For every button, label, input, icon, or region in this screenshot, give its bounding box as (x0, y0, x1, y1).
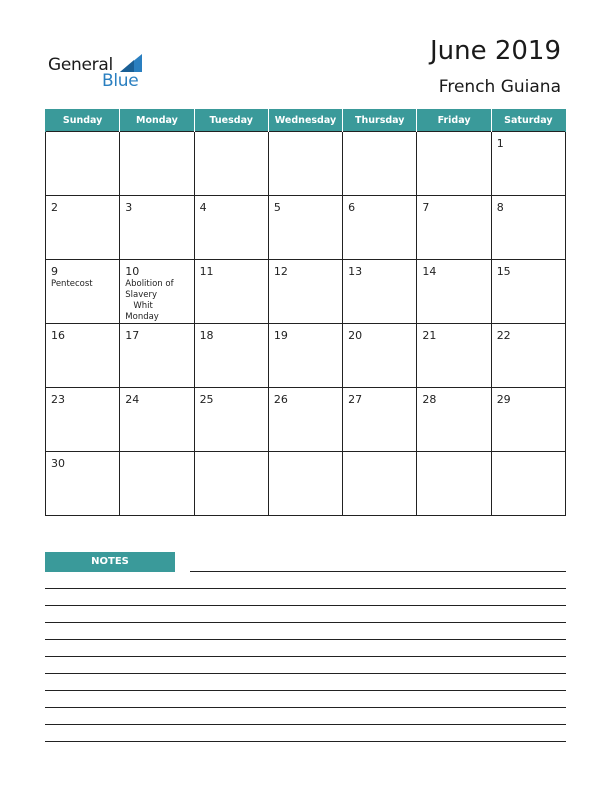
calendar-week-row (46, 452, 566, 516)
weekday-header: Saturday (491, 109, 565, 132)
calendar-day-cell (120, 452, 194, 516)
day-number: 25 (199, 393, 214, 406)
day-number: 9 (51, 265, 58, 278)
calendar-day-cell (268, 260, 342, 324)
calendar-day-cell (417, 388, 491, 452)
calendar-day-cell (417, 452, 491, 516)
calendar-day-cell (343, 452, 417, 516)
calendar-day-cell (343, 324, 417, 388)
logo-blue-text: Blue (102, 71, 139, 91)
calendar-day-cell (46, 132, 120, 196)
calendar-day-cell (120, 132, 194, 196)
day-number: 27 (348, 393, 363, 406)
calendar-day-cell (491, 388, 565, 452)
day-number: 6 (348, 201, 356, 214)
day-number: 23 (51, 393, 65, 406)
page-title: June 2019 (429, 36, 561, 66)
note-line (45, 588, 566, 589)
note-line (190, 571, 566, 572)
notes-label: NOTES (45, 552, 175, 572)
day-number: 4 (199, 201, 207, 214)
note-line (45, 639, 566, 640)
calendar-week-row (46, 260, 566, 324)
day-number: 13 (348, 265, 363, 278)
calendar-week-row (46, 132, 566, 196)
day-number: 24 (125, 393, 140, 406)
note-line (45, 656, 566, 657)
day-number: 20 (348, 329, 363, 342)
day-number: 14 (422, 265, 437, 278)
page-subtitle: French Guiana (438, 77, 561, 97)
note-line (45, 605, 566, 606)
weekday-header: Tuesday (194, 109, 268, 132)
calendar-day-cell (343, 132, 417, 196)
note-line (45, 707, 566, 708)
calendar-day-cell (343, 196, 417, 260)
calendar-day-cell (194, 132, 268, 196)
calendar-day-cell (194, 196, 268, 260)
calendar-week-row (46, 196, 566, 260)
logo-general-text: General (48, 55, 113, 75)
day-number: 5 (273, 201, 281, 214)
calendar-day-cell (491, 260, 565, 324)
day-number: 30 (51, 457, 65, 470)
calendar-day-cell (120, 388, 194, 452)
calendar-day-cell (417, 324, 491, 388)
calendar-day-cell (268, 132, 342, 196)
calendar-day-cell (343, 388, 417, 452)
day-number: 28 (422, 393, 437, 406)
note-line (45, 673, 566, 674)
day-number: 12 (273, 265, 288, 278)
calendar-day-cell (194, 260, 268, 324)
logo (48, 52, 148, 92)
calendar-week-row (46, 324, 566, 388)
weekday-header: Sunday (46, 109, 120, 132)
note-line (45, 741, 566, 742)
calendar-day-cell (46, 260, 120, 324)
day-number: 22 (496, 329, 511, 342)
day-number: 15 (496, 265, 511, 278)
holiday-label: Abolition of Slavery Whit Monday (125, 279, 174, 322)
weekday-header: Wednesday (268, 109, 342, 132)
holiday-label: Pentecost (51, 279, 93, 289)
note-line (45, 724, 566, 725)
day-number: 19 (273, 329, 288, 342)
calendar-day-cell (46, 196, 120, 260)
note-line (45, 622, 566, 623)
calendar-day-cell (491, 132, 565, 196)
calendar-day-cell (268, 388, 342, 452)
calendar-day-cell (491, 324, 565, 388)
calendar-day-cell (268, 196, 342, 260)
weekday-header: Monday (120, 109, 194, 132)
calendar-day-cell (343, 260, 417, 324)
calendar-day-cell (46, 388, 120, 452)
calendar-grid (45, 109, 566, 516)
calendar-day-cell (46, 324, 120, 388)
calendar-day-cell (268, 452, 342, 516)
calendar-day-cell (120, 260, 194, 324)
calendar-day-cell (194, 388, 268, 452)
calendar-day-cell (491, 452, 565, 516)
calendar-day-cell (268, 324, 342, 388)
day-number: 29 (496, 393, 511, 406)
calendar-day-cell (46, 452, 120, 516)
calendar-day-cell (120, 196, 194, 260)
calendar-day-cell (194, 452, 268, 516)
calendar-week-row (46, 388, 566, 452)
day-number: 18 (199, 329, 214, 342)
logo-triangle-icon (120, 54, 142, 72)
day-number: 2 (51, 201, 58, 214)
day-number: 1 (496, 137, 504, 150)
day-number: 10 (125, 265, 140, 278)
day-number: 11 (199, 265, 214, 278)
weekday-header: Thursday (343, 109, 417, 132)
calendar-day-cell (491, 196, 565, 260)
calendar-day-cell (194, 324, 268, 388)
day-number: 3 (125, 201, 133, 214)
day-number: 8 (496, 201, 504, 214)
day-number: 7 (422, 201, 430, 214)
calendar-day-cell (417, 260, 491, 324)
day-number: 26 (273, 393, 288, 406)
day-number: 21 (422, 329, 437, 342)
calendar-day-cell (120, 324, 194, 388)
calendar-day-cell (417, 196, 491, 260)
weekday-header-row (46, 109, 566, 132)
calendar-day-cell (417, 132, 491, 196)
note-line (45, 690, 566, 691)
weekday-header: Friday (417, 109, 491, 132)
day-number: 16 (51, 329, 65, 342)
day-number: 17 (125, 329, 140, 342)
